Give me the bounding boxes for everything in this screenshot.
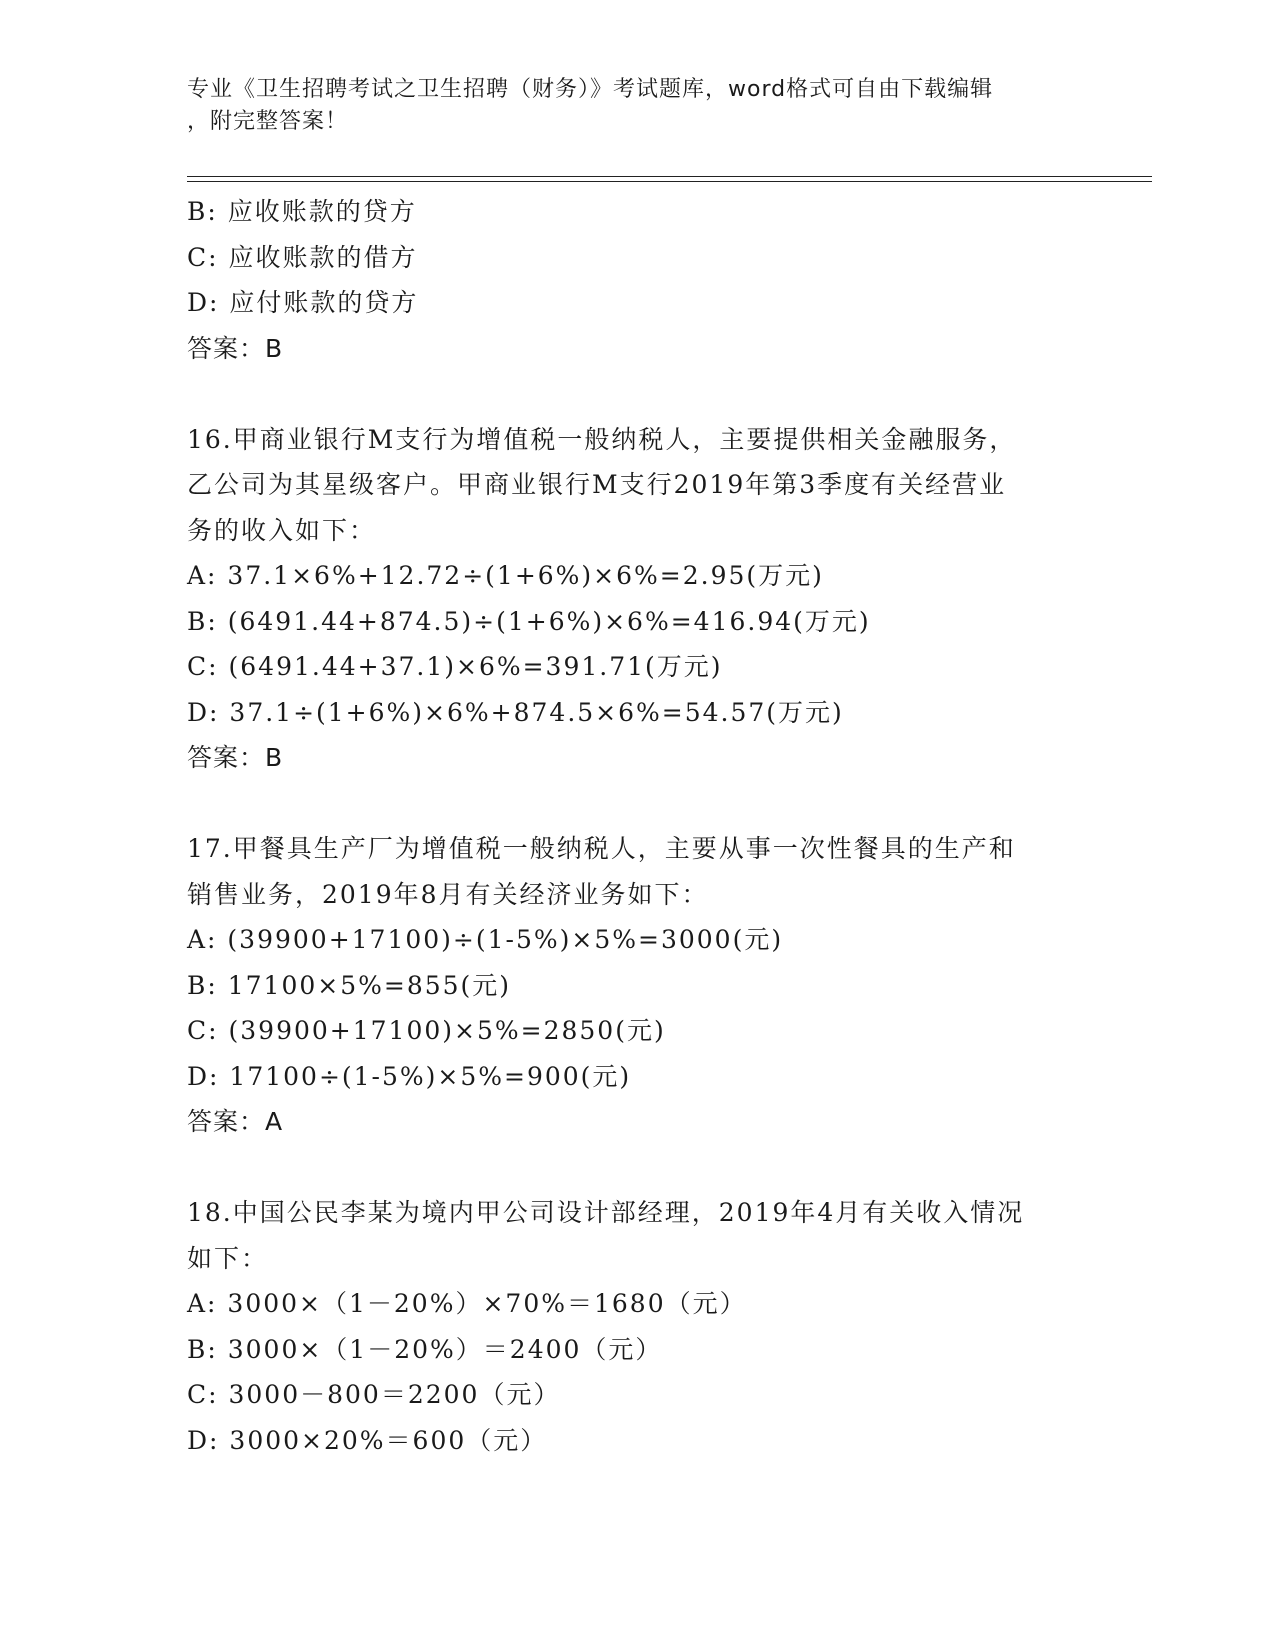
option-d: D: 应付账款的贷方 bbox=[187, 288, 419, 317]
question-stem-line: 销售业务，2019年8月有关经济业务如下： bbox=[187, 879, 709, 909]
option-c: C: 应收账款的借方 bbox=[187, 242, 418, 272]
question-block-16 bbox=[187, 417, 1087, 781]
question-stem-line: 17.甲餐具生产厂为增值税一般纳税人，主要从事一次性餐具的生产和 bbox=[187, 834, 1016, 863]
option-d: D: 37.1÷(1+6%)×6%+874.5×6%=54.57(万元) bbox=[187, 697, 844, 727]
option-a: A: 3000×（1－20%）×70%＝1680（元） bbox=[187, 1289, 747, 1318]
answer-line: 答案：B bbox=[187, 743, 284, 772]
option-b: B: 3000×（1－20%）＝2400（元） bbox=[187, 1334, 663, 1364]
spacer bbox=[187, 1145, 1087, 1191]
question-stem-line: 务的收入如下： bbox=[187, 515, 377, 545]
spacer bbox=[187, 371, 1087, 417]
document-header bbox=[187, 74, 1067, 138]
question-stem-line: 16.甲商业银行M支行为增值税一般纳税人，主要提供相关金融服务， bbox=[187, 424, 1017, 454]
option-b: B: 17100×5%=855(元) bbox=[187, 970, 512, 1000]
answer-line: 答案：B bbox=[187, 333, 284, 363]
option-d: D: 17100÷(1-5%)×5%=900(元) bbox=[187, 1061, 632, 1091]
option-c: C: (39900+17100)×5%=2850(元) bbox=[187, 1016, 666, 1045]
question-stem-line: 如下： bbox=[187, 1243, 269, 1273]
option-c: C: (6491.44+37.1)×6%=391.71(万元) bbox=[187, 652, 723, 681]
spacer bbox=[187, 781, 1087, 827]
header-divider-top bbox=[187, 176, 1152, 177]
question-block-18 bbox=[187, 1190, 1087, 1463]
header-divider-bottom bbox=[187, 181, 1152, 182]
answer-line: 答案：A bbox=[187, 1107, 284, 1136]
header-line-2: ，附完整答案！ bbox=[187, 109, 349, 134]
option-b: B: (6491.44+874.5)÷(1+6%)×6%=416.94(万元) bbox=[187, 606, 871, 636]
question-block-17 bbox=[187, 826, 1087, 1145]
header-line-1: 专业《卫生招聘考试之卫生招聘（财务）》考试题库，word格式可自由下载编辑 bbox=[187, 77, 994, 102]
option-a: A: (39900+17100)÷(1-5%)×5%=3000(元) bbox=[187, 925, 784, 954]
option-c: C: 3000－800＝2200（元） bbox=[187, 1380, 561, 1409]
question-block-15 bbox=[187, 189, 1087, 371]
question-stem-line: 乙公司为其星级客户。甲商业银行M支行2019年第3季度有关经营业 bbox=[187, 470, 1007, 499]
option-d: D: 3000×20%＝600（元） bbox=[187, 1425, 548, 1455]
option-b: B: 应收账款的贷方 bbox=[187, 197, 417, 226]
question-stem-line: 18.中国公民李某为境内甲公司设计部经理，2019年4月有关收入情况 bbox=[187, 1198, 1025, 1227]
question-list bbox=[187, 189, 1087, 1463]
option-a: A: 37.1×6%+12.72÷(1+6%)×6%=2.95(万元) bbox=[187, 561, 824, 590]
